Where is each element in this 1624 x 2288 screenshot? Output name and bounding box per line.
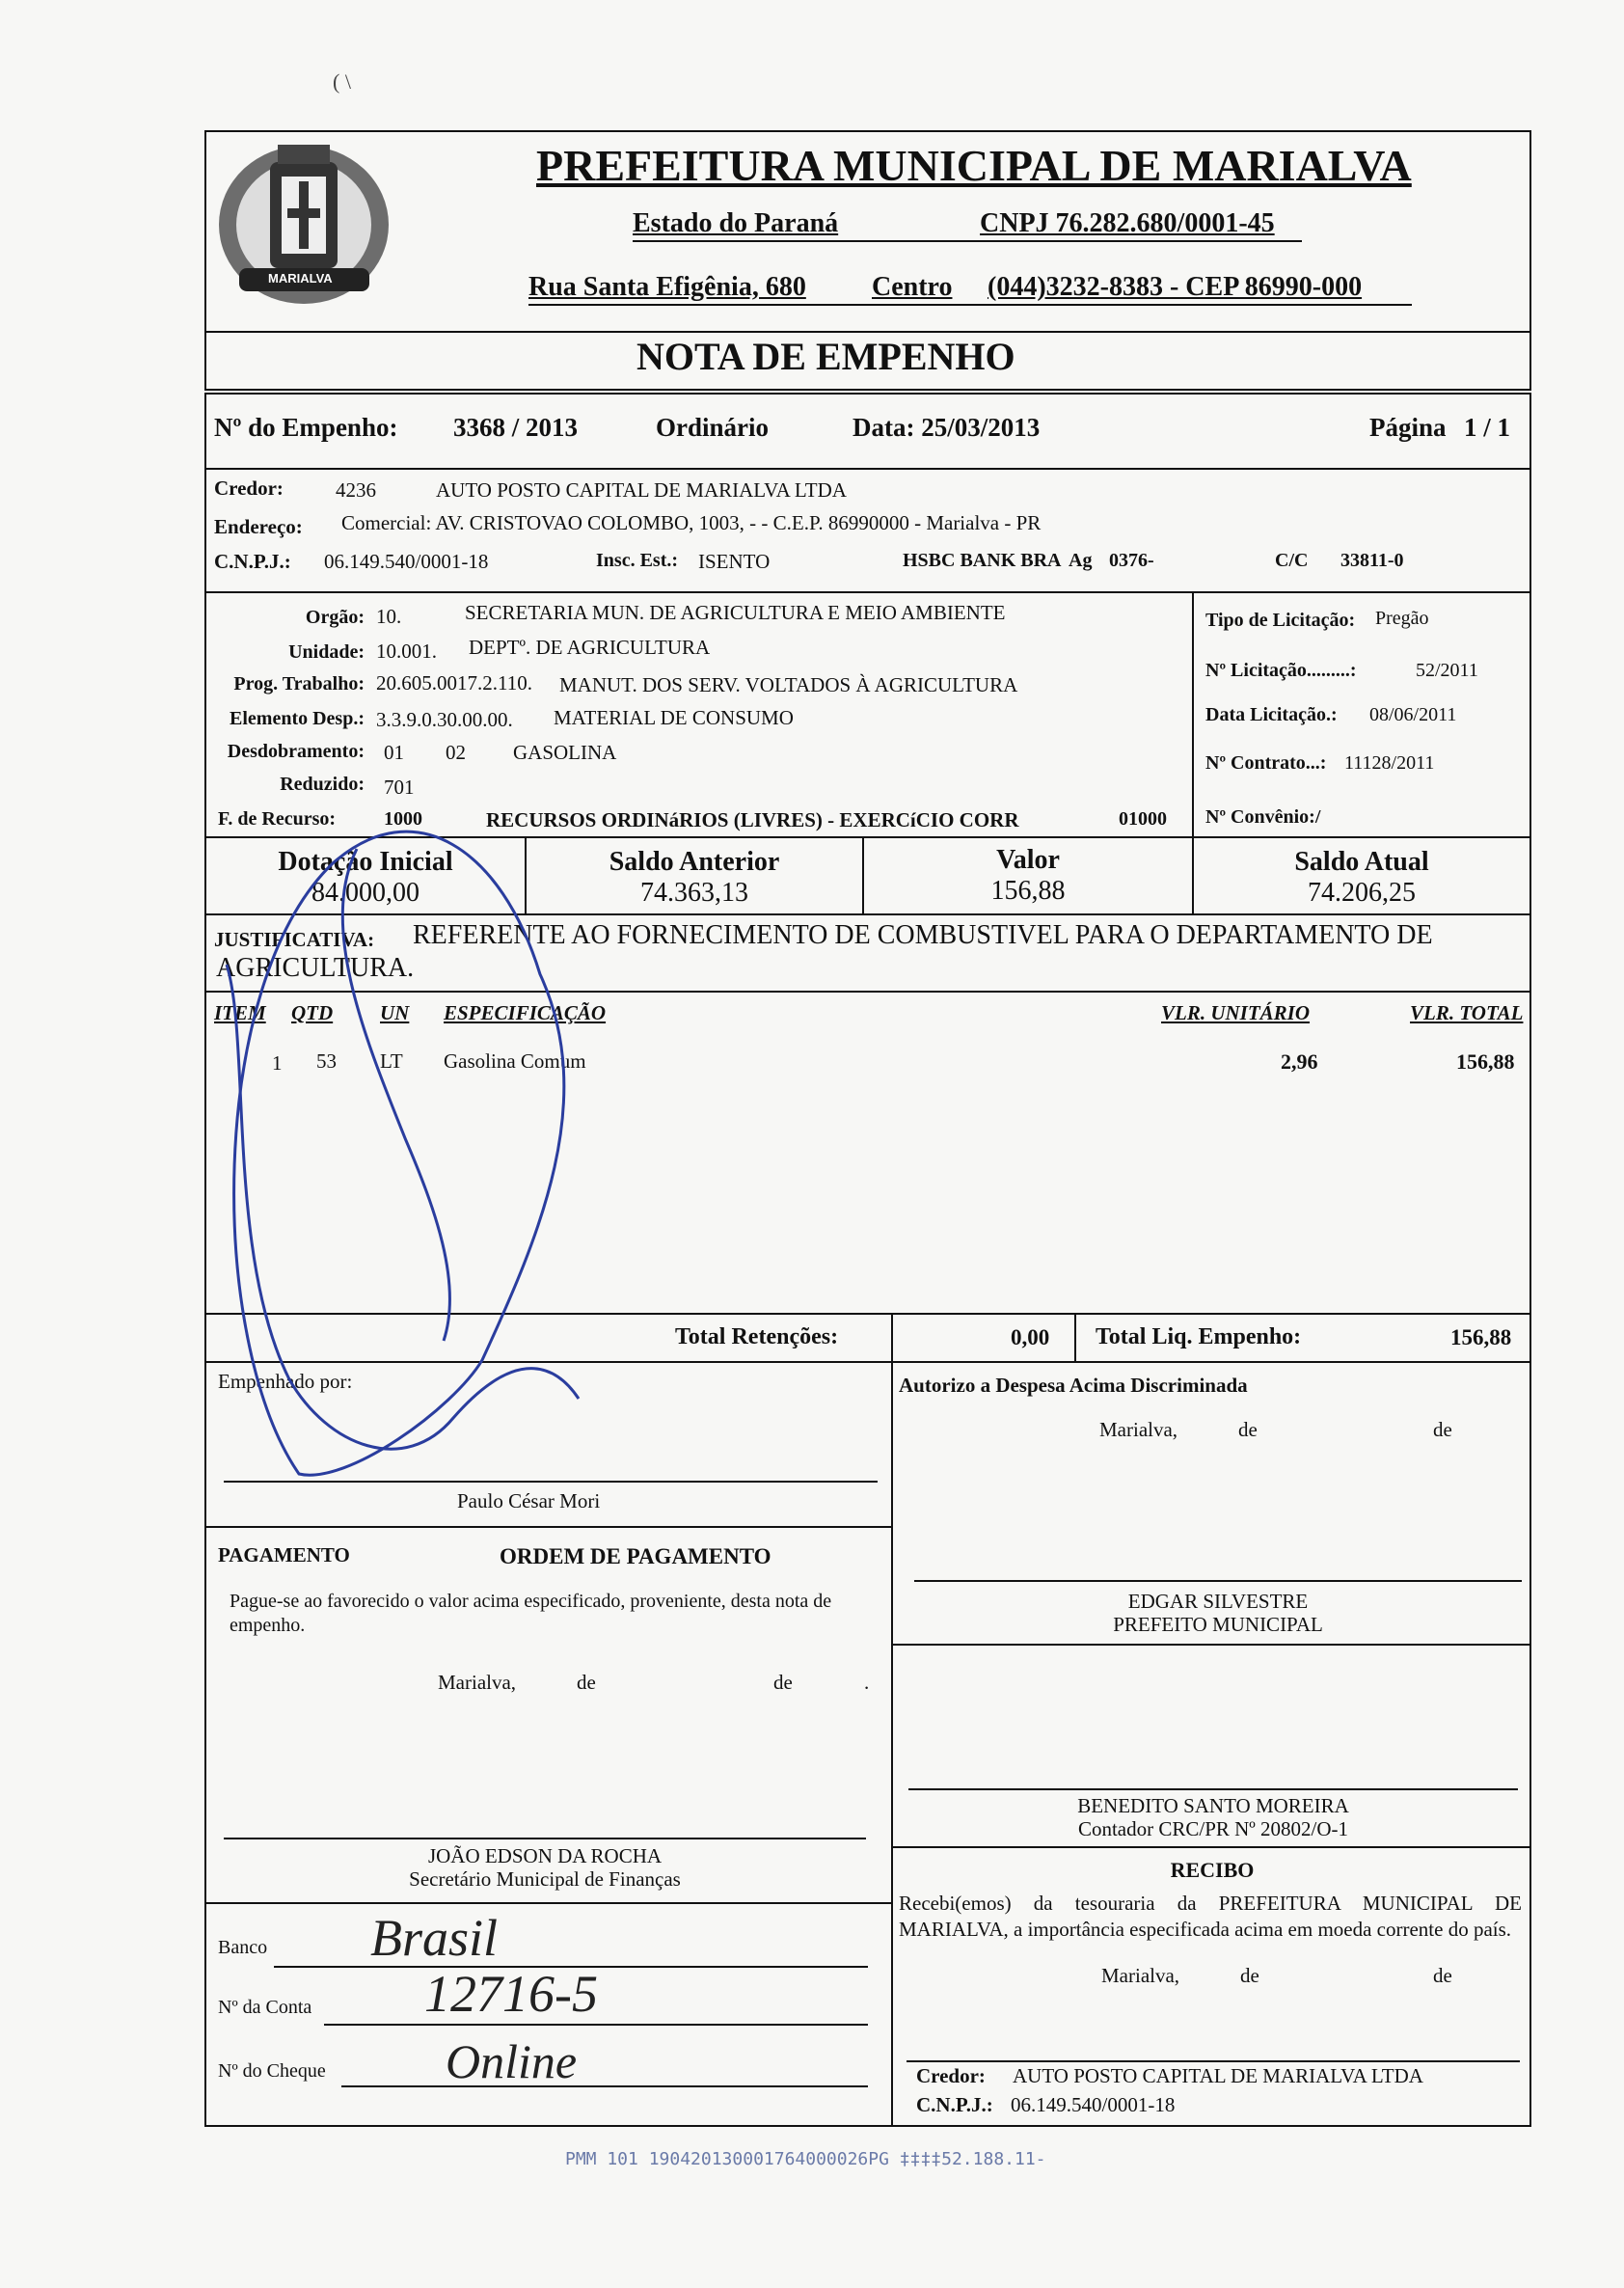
header-underline-1	[633, 240, 1302, 242]
unidade-name: DEPTº. DE AGRICULTURA	[469, 636, 711, 659]
pagamento-text: Pague-se ao favorecido o valor acima especificado, proveniente, desta nota de empenho.	[230, 1591, 832, 1636]
credor-label: Credor:	[214, 477, 284, 500]
crest-text: MARIALVA	[268, 271, 333, 286]
conta-label: Nº da Conta	[218, 1997, 312, 2018]
recibo-text: Recebi(emos) da tesouraria da PREFEITURA MUNICIPAL DE MARIALVA, a importância especificada acima em moeda corrente do país.	[899, 1892, 1522, 1942]
credor-cnpj: 06.149.540/0001-18	[324, 550, 489, 573]
contrato-label: Nº Contrato...:	[1205, 752, 1327, 774]
prog-name: MANUT. DOS SERV. VOLTADOS À AGRICULTURA	[559, 673, 1018, 696]
page-label: Página	[1369, 413, 1447, 442]
desdobramento-2: 02	[446, 741, 466, 764]
data-licitacao-label: Data Licitação.:	[1205, 704, 1338, 725]
recibo-credor-label: Credor:	[916, 2064, 986, 2087]
row-unit: 2,96	[1281, 1049, 1318, 1074]
state-label: Estado do Paraná	[633, 208, 839, 238]
recurso-name: RECURSOS ORDINáRIOS (LIVRES) - EXERCíCIO CORR	[486, 808, 1019, 831]
row-un: LT	[380, 1049, 403, 1073]
contador-bottom-line	[891, 1846, 1531, 1848]
saldo-anterior-value: 74.363,13	[640, 878, 748, 908]
prefeito-signature-line	[914, 1580, 1522, 1582]
autorizo-de-2: de	[1433, 1418, 1452, 1441]
cc-number: 33811-0	[1340, 550, 1404, 571]
banco-label: Banco	[218, 1937, 268, 1958]
empenhado-label: Empenhado por:	[218, 1370, 353, 1393]
row-item: 1	[272, 1051, 283, 1075]
valor-value: 156,88	[990, 876, 1066, 906]
conta-line	[324, 2024, 868, 2026]
page-number: 1 / 1	[1464, 413, 1511, 442]
footer-code: PMM 101 190420130001764000026PG ‡‡‡‡52.188.11-	[565, 2149, 1046, 2169]
row-total: 156,88	[1456, 1049, 1515, 1074]
row-spec: Gasolina Comum	[444, 1049, 586, 1073]
secretario-signature-line	[224, 1838, 866, 1839]
valor-label: Valor	[996, 845, 1060, 875]
saldo-atual-value: 74.206,25	[1308, 878, 1416, 908]
totals-divider-1	[891, 1313, 893, 1363]
autorizo-label: Autorizo a Despesa Acima Discriminada	[899, 1374, 1248, 1397]
empenho-label: Nº do Empenho:	[214, 413, 398, 442]
totals-divider-2	[1074, 1313, 1076, 1363]
ag-label: Ag	[1069, 550, 1093, 571]
contrato-number: 11128/2011	[1344, 752, 1435, 774]
data-licitacao: 08/06/2011	[1369, 704, 1457, 725]
recibo-title: RECIBO	[1170, 1858, 1255, 1882]
recurso-code2: 01000	[1119, 808, 1167, 830]
empenho-type: Ordinário	[656, 413, 770, 442]
elemento-name: MATERIAL DE CONSUMO	[554, 706, 794, 729]
header-underline-2	[528, 304, 1412, 306]
col-header-item: ITEM	[214, 1001, 266, 1024]
col-header-un: UN	[380, 1001, 410, 1024]
recibo-credor-line	[907, 2060, 1520, 2062]
numero-licitacao-label: Nº Licitação.........:	[1205, 660, 1357, 681]
prog-code: 20.605.0017.2.110.	[376, 671, 532, 695]
recurso-label: F. de Recurso:	[218, 808, 337, 830]
pagamento-de-1: de	[577, 1671, 596, 1694]
top-marks: ( \	[333, 69, 351, 94]
desdobramento-label: Desdobramento:	[227, 741, 365, 762]
justificativa-text-2: AGRICULTURA.	[216, 953, 415, 983]
credor-name: AUTO POSTO CAPITAL DE MARIALVA LTDA	[436, 478, 847, 502]
saldo-atual-label: Saldo Atual	[1294, 847, 1429, 877]
prog-label: Prog. Trabalho:	[233, 673, 365, 695]
contador-role: Contador CRC/PR Nº 20802/O-1	[1077, 1817, 1349, 1840]
pagamento-de-2: de	[773, 1671, 793, 1694]
tipo-licitacao-label: Tipo de Licitação:	[1205, 610, 1356, 631]
col-header-unit: VLR. UNITÁRIO	[1161, 1001, 1311, 1024]
bank-name: HSBC BANK BRA	[903, 550, 1062, 571]
pagamento-dot: .	[864, 1671, 870, 1694]
secretario-name: JOÃO EDSON DA ROCHA	[427, 1844, 663, 1867]
prefeito-name: EDGAR SILVESTRE	[1127, 1590, 1309, 1613]
endereco-label: Endereço:	[214, 515, 303, 538]
cc-label: C/C	[1275, 550, 1309, 571]
recurso-code: 1000	[384, 808, 422, 830]
prefeito-role: PREFEITO MUNICIPAL	[1113, 1613, 1323, 1636]
unidade-code: 10.001.	[376, 640, 437, 663]
unidade-label: Unidade:	[288, 641, 365, 663]
bottom-box	[204, 1361, 1531, 2127]
col-header-spec: ESPECIFICAÇÃO	[444, 1001, 607, 1024]
autorizo-de-1: de	[1238, 1418, 1258, 1441]
justificativa-label: JUSTIFICATIVA:	[214, 928, 375, 951]
cheque-line	[341, 2085, 868, 2087]
ordem-pagamento-label: ORDEM DE PAGAMENTO	[500, 1544, 771, 1568]
dotacao-inicial-value: 84.000,00	[311, 878, 420, 908]
retencoes-label: Total Retenções:	[675, 1324, 839, 1349]
cheque-label: Nº do Cheque	[218, 2060, 326, 2082]
dotacao-inicial-label: Dotação Inicial	[278, 847, 453, 877]
row-qtd: 53	[316, 1049, 337, 1073]
orgao-name: SECRETARIA MUN. DE AGRICULTURA E MEIO AMBIENTE	[465, 601, 1006, 624]
pagamento-city: Marialva,	[438, 1671, 517, 1694]
recibo-cnpj: 06.149.540/0001-18	[1011, 2093, 1176, 2116]
tipo-licitacao: Pregão	[1375, 608, 1429, 629]
page-title: PREFEITURA MUNICIPAL DE MARIALVA	[536, 141, 1412, 190]
recibo-de-2: de	[1433, 1964, 1452, 1987]
empenhado-bottom-line	[204, 1526, 891, 1528]
secretario-bottom-line	[204, 1902, 891, 1904]
banco-handwritten: Brasil	[370, 1909, 499, 1967]
recibo-de-1: de	[1240, 1964, 1259, 1987]
phone-cep-label: (044)3232-8383 - CEP 86990-000	[988, 272, 1363, 302]
empenho-date: Data: 25/03/2013	[853, 413, 1041, 442]
ie-label: Insc. Est.:	[596, 550, 679, 571]
contador-signature-line	[908, 1788, 1518, 1790]
col-header-qtd: QTD	[291, 1001, 334, 1024]
bottom-center-divider	[891, 1361, 893, 2127]
cnpj-credor-label: C.N.P.J.:	[214, 550, 291, 573]
empenhado-name: Paulo César Mori	[457, 1489, 601, 1512]
orgao-label: Orgão:	[305, 607, 365, 628]
orgao-code: 10.	[376, 605, 402, 628]
empenho-number: 3368 / 2013	[453, 413, 579, 442]
desdobramento-1: 01	[384, 741, 404, 764]
numero-licitacao: 52/2011	[1416, 660, 1478, 681]
autorizo-city: Marialva,	[1099, 1418, 1178, 1441]
dotacao-divider	[1192, 591, 1194, 838]
total-liq-value: 156,88	[1450, 1325, 1512, 1349]
reduzido-label: Reduzido:	[280, 774, 365, 795]
saldo-anterior-label: Saldo Anterior	[609, 847, 780, 877]
convenio-label: Nº Convênio:/	[1205, 806, 1321, 828]
credor-ie: ISENTO	[698, 550, 771, 573]
credor-address: Comercial: AV. CRISTOVAO COLOMBO, 1003, - - C.E.P. 86990000 - Marialva - PR	[341, 511, 1042, 534]
justificativa-text-1: REFERENTE AO FORNECIMENTO DE COMBUSTIVEL PARA O DEPARTAMENTO DE	[413, 920, 1433, 950]
secretario-role: Secretário Municipal de Finanças	[409, 1867, 681, 1891]
items-box	[204, 991, 1531, 1315]
col-header-total: VLR. TOTAL	[1410, 1001, 1524, 1024]
empenhado-signature-line	[224, 1481, 878, 1483]
recibo-cnpj-label: C.N.P.J.:	[916, 2093, 993, 2116]
cnpj-label: CNPJ 76.282.680/0001-45	[980, 208, 1275, 238]
retencoes-value: 0,00	[1011, 1325, 1050, 1349]
pagamento-label: PAGAMENTO	[218, 1543, 350, 1566]
conta-handwritten: 12716-5	[424, 1965, 598, 2023]
doc-title: NOTA DE EMPENHO	[636, 335, 1015, 378]
ag-number: 0376-	[1109, 550, 1154, 571]
desdobramento-name: GASOLINA	[513, 741, 617, 764]
credor-code: 4236	[336, 478, 376, 502]
elemento-label: Elemento Desp.:	[230, 708, 365, 729]
contador-name: BENEDITO SANTO MOREIRA	[1077, 1794, 1349, 1817]
address-label: Rua Santa Efigênia, 680	[528, 272, 806, 302]
district-label: Centro	[872, 272, 953, 302]
total-liq-label: Total Liq. Empenho:	[1096, 1324, 1302, 1349]
reduzido-value: 701	[384, 776, 415, 799]
cheque-handwritten: Online	[446, 2034, 578, 2088]
recibo-city: Marialva,	[1101, 1964, 1180, 1987]
elemento-code: 3.3.9.0.30.00.00.	[376, 708, 513, 731]
prefeito-bottom-line	[891, 1644, 1531, 1646]
crest-logo	[210, 133, 398, 326]
recibo-credor: AUTO POSTO CAPITAL DE MARIALVA LTDA	[1013, 2064, 1423, 2087]
totals-box	[204, 1313, 1531, 1363]
